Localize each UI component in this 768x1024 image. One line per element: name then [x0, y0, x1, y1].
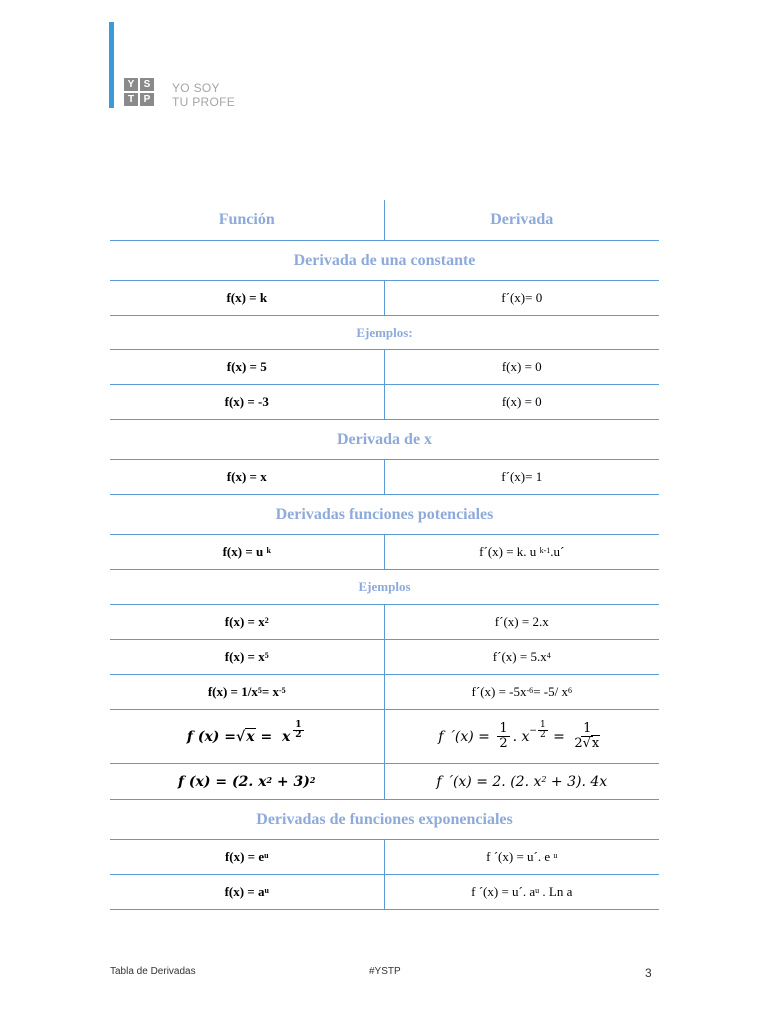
logo-text — [172, 81, 235, 109]
math-formula — [186, 720, 307, 745]
table-row — [110, 840, 659, 875]
table-row — [110, 281, 659, 316]
formula-text: f ´(x) = — [438, 728, 495, 745]
table-row — [110, 385, 659, 420]
formula-text: f (x) = — [186, 728, 237, 745]
math-formula — [436, 774, 607, 790]
section-potenciales: Derivadas funciones potenciales — [110, 495, 659, 535]
function-cell — [110, 535, 385, 569]
formula-text: = -5/ x — [533, 684, 568, 699]
exponent: u — [264, 885, 269, 895]
fraction-denominator — [572, 737, 602, 751]
function-cell — [110, 710, 385, 763]
function-cell — [110, 764, 385, 799]
formula-text: f´(x) = 5.x — [492, 649, 547, 664]
logo-blank — [156, 93, 170, 106]
formula-text: 2 — [574, 736, 583, 751]
formula-text: f(x) = 1/x — [207, 684, 258, 699]
exponent: 2 — [266, 774, 273, 785]
function-cell: f(x) = 5 — [110, 350, 385, 384]
ejemplos-label: Ejemplos — [110, 570, 659, 605]
section-constante: Derivada de una constante — [110, 241, 659, 281]
formula-text: = x — [261, 684, 279, 699]
derivative-cell: f(x) = 0 — [501, 394, 542, 409]
fraction-numerator: 1 — [539, 720, 546, 730]
table-header-row — [110, 200, 659, 241]
minus-sign: − — [529, 725, 537, 736]
exponent: u — [264, 850, 269, 860]
derivative-cell — [385, 764, 660, 799]
table-row — [110, 764, 659, 800]
function-cell: f(x) = x — [110, 460, 385, 494]
formula-text: f(x) = u — [222, 544, 264, 559]
exponent: 2 — [309, 774, 316, 785]
table-row — [110, 875, 659, 910]
formula-text: + 3). 4x — [546, 773, 608, 790]
exponent: 4 — [546, 650, 551, 660]
fraction-denominator: 2 — [295, 730, 302, 740]
table-row — [110, 675, 659, 710]
footer-title: Tabla de Derivadas — [110, 966, 196, 977]
derivative-cell — [385, 640, 660, 674]
formula-text: f´(x) = k. u — [479, 544, 537, 559]
exponent: -6 — [526, 685, 534, 695]
fraction — [497, 722, 509, 751]
radicand: x — [591, 736, 600, 751]
sqrt-sign: √ — [236, 728, 246, 745]
exponent: k-1 — [539, 545, 551, 555]
derivative-cell — [385, 535, 660, 569]
ejemplos-label: Ejemplos: — [110, 316, 659, 350]
formula-text: + 3) — [272, 773, 310, 790]
formula-text: f ´(x) = 2. (2. x — [436, 773, 542, 790]
derivative-cell: f´(x) = 2.x — [494, 614, 549, 629]
fraction — [572, 722, 602, 751]
derivative-cell: f(x) = 0 — [501, 359, 542, 374]
fraction-numerator: 1 — [295, 720, 302, 730]
logo-line-2: TU PROFE — [172, 95, 236, 109]
logo-mark — [124, 78, 170, 106]
formula-text: f(x) = e — [224, 849, 265, 864]
fraction-numerator: 1 — [499, 721, 508, 736]
derivative-cell — [385, 675, 660, 709]
footer-hashtag: #YSTP — [369, 966, 401, 977]
formula-text: f ´(x) = u´. e — [486, 849, 551, 864]
derivative-cell — [385, 710, 660, 763]
formula-text: = — [548, 728, 570, 745]
exponent — [529, 721, 548, 740]
formula-text: f´(x) = -5x — [471, 684, 527, 699]
table-row — [110, 460, 659, 495]
logo-letter: P — [140, 93, 154, 106]
exponent-fraction — [293, 721, 303, 740]
logo-letter: Y — [124, 78, 138, 91]
accent-bar — [109, 22, 114, 108]
page-number: 3 — [645, 966, 652, 980]
logo-letter: S — [140, 78, 154, 91]
logo-blank — [156, 78, 170, 91]
logo-line-1: YO SOY — [172, 81, 220, 95]
header-derivada: Derivada — [490, 211, 554, 228]
exponent: 5 — [257, 685, 262, 695]
function-cell: f(x) = -3 — [110, 385, 385, 419]
formula-text: f ´(x) = u´. a — [471, 884, 536, 899]
formula-text: f(x) = a — [224, 884, 265, 899]
derivative-cell — [385, 840, 660, 874]
fraction-numerator: 1 — [583, 721, 592, 736]
math-formula — [438, 722, 605, 751]
exponent: u — [553, 850, 558, 860]
section-derivada-x: Derivada de x — [110, 420, 659, 460]
function-cell — [110, 840, 385, 874]
table-row — [110, 535, 659, 570]
derivative-cell — [385, 875, 660, 909]
logo-letter: T — [124, 93, 138, 106]
section-exponenciales: Derivadas de funciones exponenciales — [110, 800, 659, 840]
formula-text: f (x) = (2. x — [178, 773, 267, 790]
radicand: x — [246, 729, 255, 745]
page-footer — [0, 966, 768, 980]
table-row — [110, 640, 659, 675]
math-formula — [178, 774, 315, 790]
exponent: -5 — [279, 685, 286, 695]
function-cell — [110, 875, 385, 909]
function-cell — [110, 605, 385, 639]
fraction-denominator: 2 — [539, 730, 546, 740]
formula-text: . Ln a — [539, 884, 573, 899]
table-row — [110, 710, 659, 764]
formula-text: . x — [512, 728, 530, 745]
exponent: u — [535, 885, 540, 895]
table-row — [110, 605, 659, 640]
derivatives-table — [110, 200, 659, 910]
exponent-fraction — [538, 721, 548, 740]
exponent: 2 — [541, 775, 547, 784]
formula-text: f(x) = x — [224, 649, 265, 664]
fraction-denominator: 2 — [499, 736, 508, 751]
function-cell — [110, 675, 385, 709]
exponent: 6 — [567, 685, 572, 695]
derivative-cell: f´(x)= 0 — [501, 290, 543, 305]
table-row — [110, 350, 659, 385]
formula-text: .u´ — [550, 544, 565, 559]
exponent: k — [266, 545, 271, 555]
formula-text: = x — [255, 728, 291, 745]
exponent: 5 — [264, 650, 269, 660]
header-funcion: Función — [110, 200, 385, 240]
function-cell: f(x) = k — [110, 281, 385, 315]
formula-text: f(x) = x — [224, 614, 265, 629]
exponent: 2 — [264, 615, 269, 625]
derivative-cell: f´(x)= 1 — [501, 469, 543, 484]
sqrt-sign: √ — [582, 736, 591, 751]
function-cell — [110, 640, 385, 674]
